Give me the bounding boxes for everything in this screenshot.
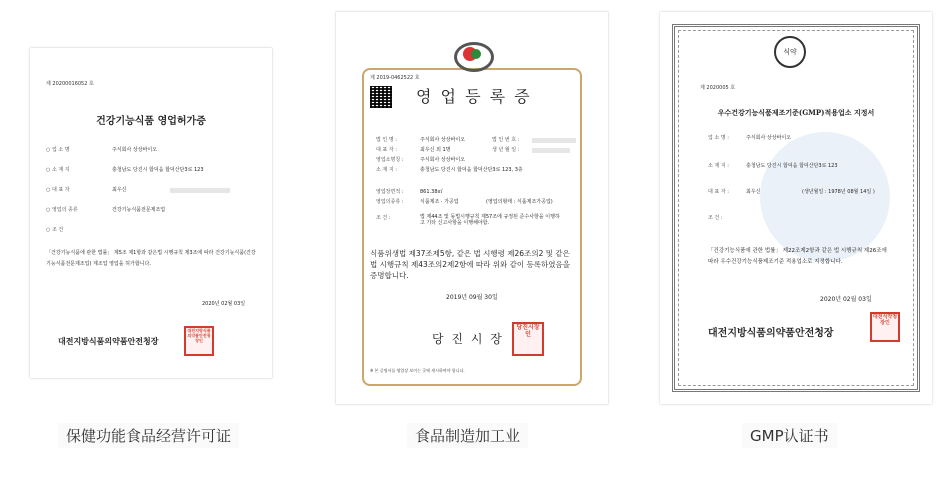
cert-title: 우수건강기능식품제조기준(GMP)적용업소 지정서 bbox=[717, 108, 875, 117]
row-label: 영업의종류 : bbox=[376, 199, 404, 205]
business-form: (영업의형태 : 식품제조가공업) bbox=[486, 199, 553, 205]
certificate-sheet bbox=[30, 48, 272, 378]
red-seal: 당진시장인 bbox=[512, 322, 544, 356]
cert-number: 제 2019-0462522 호 bbox=[370, 75, 420, 81]
row-label: 업 소 명 : bbox=[708, 135, 729, 141]
cert-body: 식품위생법 제37조제5항, 같은 법 시행령 제26조의2 및 같은 법 시행규칙 제43조의2제2항에 따라 위와 같이 등록하였음을 증명합니다. bbox=[370, 249, 571, 280]
cert-title: 건강기능식품 영업허가증 bbox=[96, 116, 206, 127]
row-label: 대 표 자 : bbox=[376, 147, 397, 153]
row-value: 주식회사 상상바이오 bbox=[420, 137, 466, 143]
caption-gmp[interactable]: GMP认证书 bbox=[742, 423, 837, 448]
corp-no-label: 법 인 번 호 : bbox=[492, 137, 520, 143]
badge-icon: 식약 bbox=[774, 36, 806, 68]
row-value: 최우신 bbox=[112, 187, 127, 193]
footnote: ※ 본 증명서를 영업장 보이는 곳에 게시하여야 합니다. bbox=[370, 368, 465, 373]
row-value: 최우신 bbox=[746, 189, 761, 195]
birth-label: 생 년 월 일 : bbox=[492, 147, 520, 153]
red-seal: 대전식약청장인 bbox=[870, 312, 900, 342]
certificate-card-gmp[interactable] bbox=[652, 8, 942, 408]
row-label: ○ 대 표 자 bbox=[46, 187, 70, 193]
caption-health-food-license[interactable]: 保健功能食品经营许可证 bbox=[58, 423, 239, 448]
row-value: 충청남도 당진시 합덕읍 합덕산단3로 123, 3층 bbox=[420, 167, 523, 173]
row-value: 주식회사 상상바이오 bbox=[420, 157, 466, 163]
row-value: 법 제44조 및 동법시행규칙 제57조에 규정된 준수사항을 이행하고 기타 신고사항을 이행해야함. bbox=[420, 214, 560, 226]
row-value: 충청남도 당진시 합덕읍 합덕산단3로 123 bbox=[746, 163, 838, 169]
red-seal: 대전지방식품의약품안전청장인 bbox=[184, 326, 214, 356]
cert-date: 2020년 02월 03일 bbox=[202, 301, 246, 307]
row-label: ○ 소 재 지 bbox=[46, 167, 70, 173]
row-label: 법 인 명 : bbox=[376, 137, 397, 143]
watermark-emblem-icon bbox=[760, 132, 890, 262]
issuer-name: 대전지방식품의약품안전청장 bbox=[58, 336, 159, 346]
row-label: 소 재 지 : bbox=[708, 163, 729, 169]
row-label: ○ 영업의 종류 bbox=[46, 207, 78, 213]
birth-date: (생년월일 : 1978년 08월 14일 ) bbox=[802, 189, 875, 195]
qr-code-icon bbox=[370, 86, 392, 108]
row-value: 충청남도 당진시 합덕읍 합덕산단3로 123 bbox=[112, 167, 204, 173]
row-value: 주식회사 상상바이오 bbox=[112, 147, 158, 153]
row-value: 최우신 외 1명 bbox=[420, 147, 451, 153]
cert-title: 영 업 등 록 증 bbox=[416, 87, 532, 106]
row-label: ○ 조 건 bbox=[46, 227, 64, 233]
cert-number: 제 20200016052 호 bbox=[46, 81, 94, 87]
certificate-card-business-registration[interactable] bbox=[328, 8, 618, 408]
city-logo-icon bbox=[454, 42, 494, 72]
row-value: 식품제조 · 가공업 bbox=[420, 199, 459, 205]
cert-number: 제 2020005 호 bbox=[700, 85, 736, 91]
certificate-sheet bbox=[660, 12, 932, 404]
row-label: ○ 업 소 명 bbox=[46, 147, 70, 153]
cert-body: 「건강기능식품에 관한 법률」 제22조제2항과 같은 법 시행규칙 제26조에 따라 우수건강기능식품제조기준 적용업소로 지정합니다. bbox=[708, 248, 887, 265]
row-label: 조 건 : bbox=[708, 215, 723, 221]
redacted-mark bbox=[532, 148, 570, 153]
redacted-mark bbox=[170, 188, 230, 193]
issuer-name: 대전지방식품의약품안전청장 bbox=[708, 328, 834, 339]
row-label: 대 표 자 : bbox=[708, 189, 729, 195]
certificate-card-health-food-license[interactable] bbox=[5, 8, 295, 408]
row-label: 소 재 지 : bbox=[376, 167, 397, 173]
cert-body: 「건강기능식품에 관한 법률」 제5조 제1항과 같은법 시행규칙 제3조에 따라 건강기능식품(건강기능식품전문제조업) 제조업 영업을 허가합니다. bbox=[46, 250, 256, 267]
cert-date: 2020년 02월 03일 bbox=[820, 296, 872, 303]
row-value: 861.38㎡ bbox=[420, 189, 443, 195]
row-value: 주식회사 상상바이오 bbox=[746, 135, 792, 141]
row-label: 조 건 : bbox=[376, 215, 391, 221]
caption-food-manufacturing[interactable]: 食品制造加工业 bbox=[407, 423, 528, 448]
issuer-name: 당 진 시 장 bbox=[432, 332, 504, 346]
row-label: 영업소명칭 : bbox=[376, 157, 404, 163]
redacted-mark bbox=[532, 138, 576, 143]
row-label: 영업장면적 : bbox=[376, 189, 404, 195]
row-value: 건강기능식품전문제조업 bbox=[112, 207, 166, 213]
certificate-sheet bbox=[336, 12, 608, 404]
cert-date: 2019년 09월 30일 bbox=[446, 294, 498, 301]
